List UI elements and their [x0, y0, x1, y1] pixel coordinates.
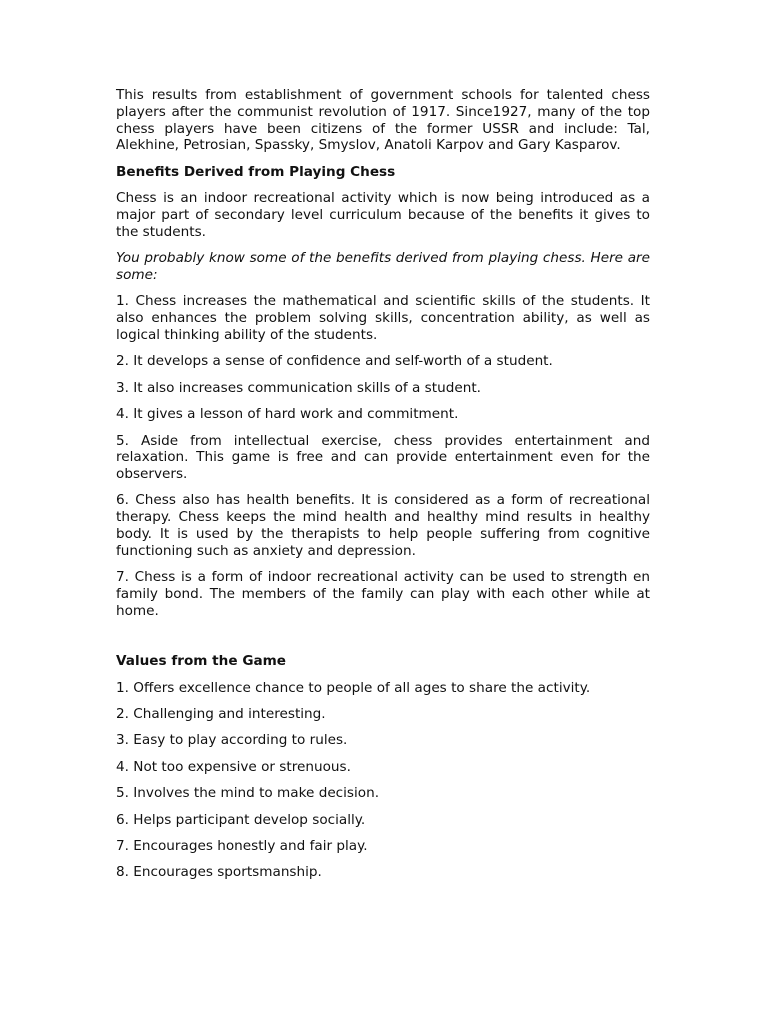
benefits-heading: Benefits Derived from Playing Chess: [116, 163, 396, 180]
benefit-item-3: 3. It also increases communication skills of a student.: [116, 379, 481, 396]
values-item-1: 1. Offers excellence chance to people of all ages to share the activity.: [116, 679, 591, 696]
values-item-5: 5. Involves the mind to make decision.: [116, 785, 380, 802]
benefit-item-7: 7. Chess is a form of indoor recreational activity can be used to strength en family bond. The members of the family can play with each other while at home.: [116, 569, 650, 619]
benefit-item-6: 6. Chess also has health benefits. It is considered as a form of recreational therapy. Chess keeps the mind health and healthy mind results in healthy body. It is used by the therapists to help people suffering from cognitive functioning such as anxiety and depression.: [116, 492, 650, 559]
benefits-intro: Chess is an indoor recreational activity which is now being introduced as a major part of secondary level curriculum because of the benefits it gives to the students.: [116, 190, 650, 240]
section-spacer: [116, 629, 650, 653]
intro-paragraph: This results from establishment of government schools for talented chess players after the communist revolution of 1917. Since1927, many of the top chess players have been citizens of the former USSR and include: Tal, Alekhine, Petrosian, Spassky, Smyslov, Anatoli Karpov and Gary Kasparov.: [116, 87, 650, 154]
values-item-2: 2. Challenging and interesting.: [116, 706, 326, 723]
values-heading: Values from the Game: [116, 653, 287, 670]
benefits-italic-intro: You probably know some of the benefits derived from playing chess. Here are some:: [116, 250, 650, 283]
values-item-8: 8. Encourages sportsmanship.: [116, 864, 322, 881]
values-item-4: 4. Not too expensive or strenuous.: [116, 758, 351, 775]
values-item-7: 7. Encourages honestly and fair play.: [116, 837, 368, 854]
benefit-item-1: 1. Chess increases the mathematical and scientific skills of the students. It also enhances the problem solving skills, concentration ability, as well as logical thinking ability of the students.: [116, 293, 650, 343]
benefit-item-2: 2. It develops a sense of confidence and self-worth of a student.: [116, 353, 553, 370]
benefit-item-4: 4. It gives a lesson of hard work and commitment.: [116, 406, 459, 423]
values-item-6: 6. Helps participant develop socially.: [116, 811, 366, 828]
document-page: [116, 87, 650, 891]
values-item-3: 3. Easy to play according to rules.: [116, 732, 348, 749]
benefit-item-5: 5. Aside from intellectual exercise, chess provides entertainment and relaxation. This game is free and can provide entertainment even for the observers.: [116, 432, 650, 483]
